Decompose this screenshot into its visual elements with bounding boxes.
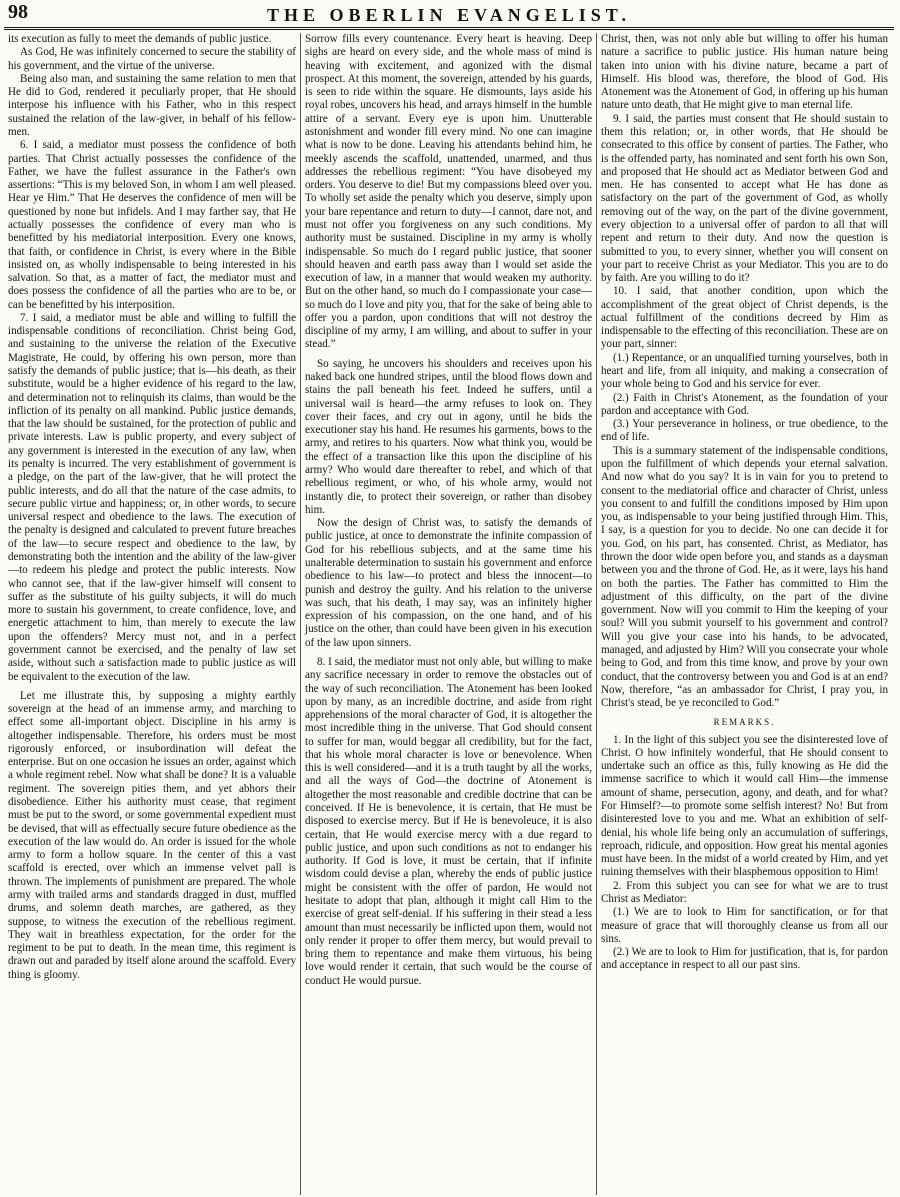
paragraph: (1.) Repentance, or an unqualified turning yourselves, both in heart and life, from all iniquity, and making a consecration of your whole being to God and his service for ever. xyxy=(601,351,888,391)
paragraph: 9. I said, the parties must consent that He should sustain to them this relation; or, in other words, that He should be consecrated to this office by consent of parties. The Father, who is the offended party, has nominated and sent forth his own Son, and proposed that He should act as Mediator between God and men. He has consented to accept what He has done as satisfactory on the part of the government of God, as wholly removing out of the way, on the part of the divine government, every objection to a universal offer of pardon to all that will repent and return to their duty. And now the question is submitted to you, to every sinner, whether you will consent on your part to receive Christ as your Mediator. This you are to do by faith. Are you willing to do it? xyxy=(601,112,888,285)
columns xyxy=(4,33,894,1195)
column-3 xyxy=(596,33,892,1195)
paragraph: 10. I said, that another condition, upon which the accomplishment of the great object of Christ depends, is the actual fulfillment of the conditions decreed by Him as indispensable to the effecting of this reconciliation. These are on your part, sinner: xyxy=(601,285,888,351)
paragraph: 8. I said, the mediator must not only able, but willing to make any sacrifice necessary in order to remove the obstacles out of the way of such reconciliation. The Atonement has been looked upon by many, as an incredible doctrine, and aside from right apprehensions of the moral character of God, it is altogether the most incredible thing in the universe. That God should consent to suffer for man, would beggar all credibility, but for the fact, that his whole moral character is love or benevolence. When this is well considered—and it is a truth taught by all the works, and all the ways of God—the doctrine of Atonement is altogether the most reasonable and credible doctrine that can be conceived. If He is benevolence, it is certain, that He must be disposed to exercise mercy. But if He is benevoleuce, it is also certain, that He would exercise mercy with a due regard to public justice, and upon such conditions as not to endanger his authority. If God is love, it must be certain, that if infinite wisdom could devise a plan, whereby the ends of public justice might be consistent with the offer of pardon, He would not hesitate to adopt that plan, although it might call Him to the exercise of great self-denial. If his suffering in their stead a less amount than must necessarily be inflicted upon them, would not only render it proper to offer them mercy, but would prevail to bring them to repentance and make them virtuous, his being love would render it certain, that such would be the course of conduct He would pursue. xyxy=(305,655,592,987)
paragraph: Now the design of Christ was, to satisfy the demands of public justice, at once to demonstrate the infinite compassion of God for his rebellious subjects, and at the same time his unalterable determination to sustain his government and enforce obedience to his law—to protect and bless the innocent—to punish and destroy the guilty. And his relation to the universe was such, that his death, I may say, was an infinitely higher expression of his compassion, on the one hand, and of his justice on the other, than could have been given in his execution of the law upon sinners. xyxy=(305,517,592,649)
remark-paragraph: (1.) We are to look to Him for sanctification, or for that measure of grace that will thoroughly cleanse us from all our sins. xyxy=(601,906,888,945)
remark-paragraph: 2. From this subject you can see for what we are to trust Christ as Mediator: xyxy=(601,879,888,905)
paragraph: Let me illustrate this, by supposing a mighty earthly sovereign at the head of an immense army, and marching to effect some all-important object. Discipline in his army is altogether indispensable. Therefore, his orders must be most rigorously enforced, or insubordination will defeat the enterprise. But on one occasion he issues an order, against which a whole regiment rebel. Now what shall be done? It is a valuable regiment. The sovereign pities them, and yet abhors their disobedience. Either his authority must cease, that regiment must be put to the sword, or some governmental expedient must be devised, that will as effectually secure future obedience as the execution of the law would do. An order is issued for the whole army to form a hollow square. In the center of this a vast scaffold is erected, over which an immense velvet pall is thrown. The implements of punishment are prepared. The whole army with trailed arms and standards dragged in dust, muffled drums, and solemn death marches, are gathered, as they suppose, to witness the execution of the rebellious regiment. They wait in breathless expectation, for the order for the regiment to be put to death. In the mean time, this regiment is drawn out and paraded by itself alone around the scaffold. Every thing is gloomy. xyxy=(8,689,296,981)
remarks-heading: REMARKS. xyxy=(713,717,776,728)
paragraph: 6. I said, a mediator must possess the confidence of both parties. That Christ actually possesses the confidence of the Father, we have the fullest assurance in the Father's own assertions: “This is my beloved Son, in whom I am well pleased. Hear ye Him.” That He deserves the confidence of men will be questioned by none but infidels. And I may farther say, that He actually possesses the confidence of every man who is benefitted by his mediatorial interposition. Every one knows, that faith, or confidence in Christ, is every where in the Bible insisted on, as wholly indispensable to being interested in his salvation. So that, as a matter of fact, the mediator must and does possess the confidence of all the parties who are to be, or can be benefitted by his interposition. xyxy=(8,139,296,311)
paragraph: Christ, then, was not only able but willing to offer his human nature a sacrifice to public justice. His human nature being taken into union with his divine nature, became a part of Himself. His blood was, therefore, the blood of God. His Atonement was the Atonement of God, in offering up his human nature unto death, that He might give to man eternal life. xyxy=(601,33,888,112)
page-number: 98 xyxy=(8,1,28,23)
paragraph: As God, He was infinitely concerned to secure the stability of his government, and the virtue of the universe. xyxy=(8,46,296,72)
remark-paragraph: 1. In the light of this subject you see the disinterested love of Christ. O how infinitely wonderful, that He should consent to undertake such an office as this, fully knowing as He did the immense sacrifice to which it would call Him—the immense amount of shame, persecution, agony, and death, and for what? For Himself?—to promote some selfish interest? No! But from disinterested love to you and me. What an exhibition of self-denial, his whole life being only an accumulation of sufferings, reproach, ridicule, and opposition. How great his mental agonies must have been. In the midst of a world created by Him, and yet ruining themselves with their blasphemous opposition to Him! xyxy=(601,733,888,879)
page-header xyxy=(4,0,894,30)
paragraph: This is a summary statement of the indispensable conditions, upon the fulfillment of which depends your eternal salvation. And now what do you say? It is in vain for you to pretend to consent to the mediatorial office and character of Christ, unless you consent to and fulfill the conditions imposed by Him upon you, as indispensable to your being justified through Him. This, I say, is a question for you to decide. No one can decide it for you. God, on his part, has consented. Christ, as Mediator, has thrown the door wide open before you, and stands as a daysman between you and the throne of God. He, as it were, lays his hand on both the parties. The Father has committed to Him the adjustment of this difficulty, on the part of the divine government. Now will you commit to Him the keeping of your soul? Will you submit yourself to his government and control? Will you give your case into his hands, to be advocated, managed, and adjusted by Him? Will you consecrate your whole being to God, and from this time know, and prove by your own conduct, that the controversy between you and God is at an end? Now, therefore, “as an ambassador for Christ, I pray you, in Christ's stead, be ye reconciled to God.” xyxy=(601,444,888,710)
paragraph: So saying, he uncovers his shoulders and receives upon his naked back one hundred stripes, until the blood flows down and stains the pall beneath his feet. Indeed he suffers, until a universal wail is heard—the army refuses to look on. They cover their faces, and cry out in agony, until he bids the executioner stay his hand. He resumes his garments, bows to the army, and retires to his quarters. Now what think you, would be the effect of a transaction like this upon the discipline of his army? Who would dare thereafter to rebel, and which of that rebellious regiment, or who, of his whole army, would not instantly die, to protect their sovereign, or rather than disobey him. xyxy=(305,357,592,516)
remark-paragraph: (2.) We are to look to Him for justification, that is, for pardon and acceptance in respect to all our past sins. xyxy=(601,946,888,972)
masthead-title: THE OBERLIN EVANGELIST. xyxy=(267,4,631,25)
column-1 xyxy=(4,33,300,1195)
paragraph: (2.) Faith in Christ's Atonement, as the foundation of your pardon and acceptance with God. xyxy=(601,391,888,417)
paragraph: Being also man, and sustaining the same relation to men that He did to God, rendered it peculiarly proper, that He should interpose his influence with his Father, who in this respect sustained the relation of the law-giver, in behalf of his fellow-men. xyxy=(8,72,296,138)
paragraph: its execution as fully to meet the demands of public justice. xyxy=(8,33,272,45)
column-2 xyxy=(300,33,596,1195)
paragraph: 7. I said, a mediator must be able and willing to fulfill the indispensable conditions of reconciliation. Christ being God, and sustaining to the universe the relation of the Executive Magistrate, He could, by offering his own person, more than satisfy the demands of public justice; that is—his death, as their substitute, would be a higher evidence of his regard to the law, and determination not to relinquish its claims, than would be the infliction of its penalty on all mankind. Public justice demands, that the law should be sustained, for the protection of public and private interests. Law is public property, and every subject of any government is interested in the execution of any law, when its penalty is incurred. The very establishment of government is a pledge, on the part of the law-giver, that he will protect the public interests, and do all that the nature of the case admits, to secure public virtue and happiness; or, in other words, to secure universal respect and obedience to the laws. The execution of the penalty is designed and calculated to prevent future breaches of the law—to secure respect and obedience to the law, by demonstrating both the intention and the ability of the law-giver—to redeem his pledge and protect the public interests. Now who cannot see, that if the law-giver himself will consent to suffer as the substitute of his guilty subjects, it will do much more to sustain his government, to create confidence, love, and energetic attachment to him, than merely to execute the law upon the offenders? Mercy must not, and in a perfect government cannot be exercised, and the penalty of law set aside, without such a satisfaction made to public justice as will be equivalent to the execution of the law. xyxy=(8,311,296,683)
paragraph: (3.) Your perseverance in holiness, or true obedience, to the end of life. xyxy=(601,418,888,444)
header-rule xyxy=(4,27,894,30)
paragraph: Sorrow fills every countenance. Every heart is heaving. Deep sighs are heard on every side, and the whole mass of mind is heaving with excitement, and agonized with the dismal prospect. At this moment, the sovereign, attended by his guards, is seen to ride within the square. He dismounts, lays aside his royal robes, uncovers his head, and arrays himself in the humble attire of a servant. Every eye is upon him. Unutterable astonishment and wonder fill every mind. No one can imagine what is now to be done. Leaving his attendants behind him, he meekly ascends the scaffold, unattended, unarmed, and thus addresses the rebellious regiment: “You have disobeyed my orders. You deserve to die! But my compassions bleed over you. To wholly set aside the penalty which you deserve, simply upon your bare repentance and return to duty—I cannot, dare not, and must not offer you forgiveness on any such conditions. My authority must be sustained. Discipline in my army is wholly indispensable. So much do I regard public justice, that sooner should heaven and earth pass away than I would set aside the execution of law, in a manner that would weaken my authority. But on the other hand, so much do I compassionate your case—so much do I love and pity you, that for the sake of being able to offer you a pardon, upon conditions that will not destroy the discipline of my army, I am willing, and about to suffer in your stead.” xyxy=(305,33,592,351)
